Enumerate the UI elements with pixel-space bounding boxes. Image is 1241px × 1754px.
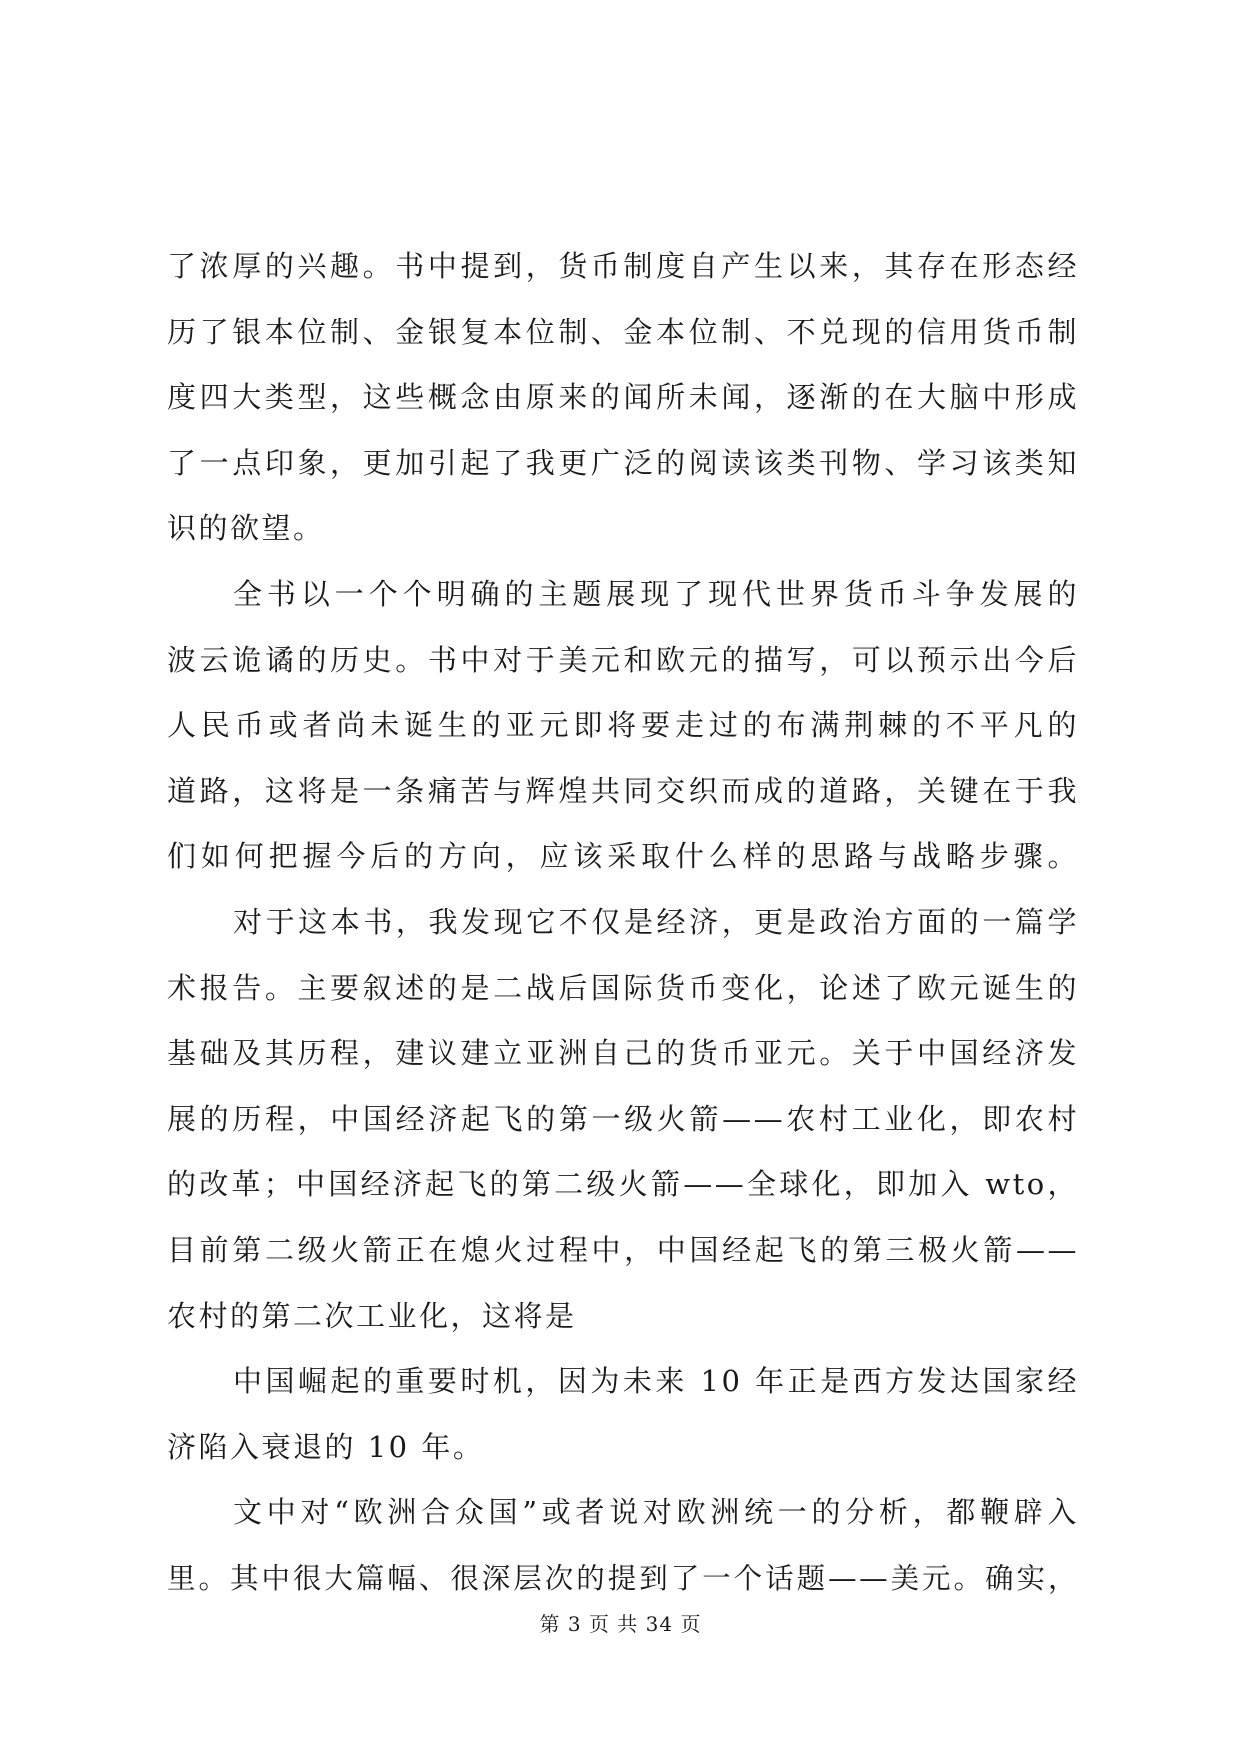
text-line: 目前第二级火箭正在熄火过程中，中国经起飞的第三极火箭—— [167,1232,1079,1267]
text-line: 了一点印象，更加引起了我更广泛的阅读该类刊物、学习该类知 [167,445,1079,480]
text-line: 对于这本书，我发现它不仅是经济，更是政治方面的一篇学 [233,904,1079,939]
text-line: 里。其中很大篇幅、很深层次的提到了一个话题——美元。确实， [167,1561,1079,1595]
text-line: 了浓厚的兴趣。书中提到，货币制度自产生以来，其存在形态经 [167,249,1079,283]
text-line: 术报告。主要叙述的是二战后国际货币变化，论述了欧元诞生的 [167,970,1079,1005]
text-line: 识的欲望。 [167,511,325,546]
text-line: 济陷入衰退的 10 年。 [167,1429,485,1464]
text-line: 展的历程，中国经济起飞的第一级火箭——农村工业化，即农村 [167,1101,1079,1136]
text-line: 农村的第二次工业化，这将是 [167,1298,577,1333]
text-line: 道路，这将是一条痛苦与辉煌共同交织而成的道路，关键在于我 [167,773,1079,808]
text-line: 中国崛起的重要时机，因为未来 10 年正是西方发达国家经 [233,1364,1079,1399]
text-line: 人民币或者尚未诞生的亚元即将要走过的布满荆棘的不平凡的 [167,708,1079,743]
text-line: 文中对“欧洲合众国”或者说对欧洲统一的分析，都鞭辟入 [233,1495,1079,1530]
text-line: 度四大类型，这些概念由原来的闻所未闻，逐渐的在大脑中形成 [167,380,1079,415]
text-line: 历了银本位制、金银复本位制、金本位制、不兑现的信用货币制 [167,314,1079,349]
text-line: 全书以一个个明确的主题展现了现代世界货币斗争发展的 [233,576,1079,611]
text-line: 基础及其历程，建议建立亚洲自己的货币亚元。关于中国经济发 [167,1036,1079,1071]
text-line: 的改革；中国经济起飞的第二级火箭——全球化，即加入 wto， [167,1167,1079,1202]
page-number-footer: 第 3 页 共 34 页 [539,1612,702,1636]
text-line: 们如何把握今后的方向，应该采取什么样的思路与战略步骤。 [167,839,1079,874]
body-text [167,234,1079,1611]
text-line: 波云诡谲的历史。书中对于美元和欧元的描写，可以预示出今后 [167,642,1079,677]
